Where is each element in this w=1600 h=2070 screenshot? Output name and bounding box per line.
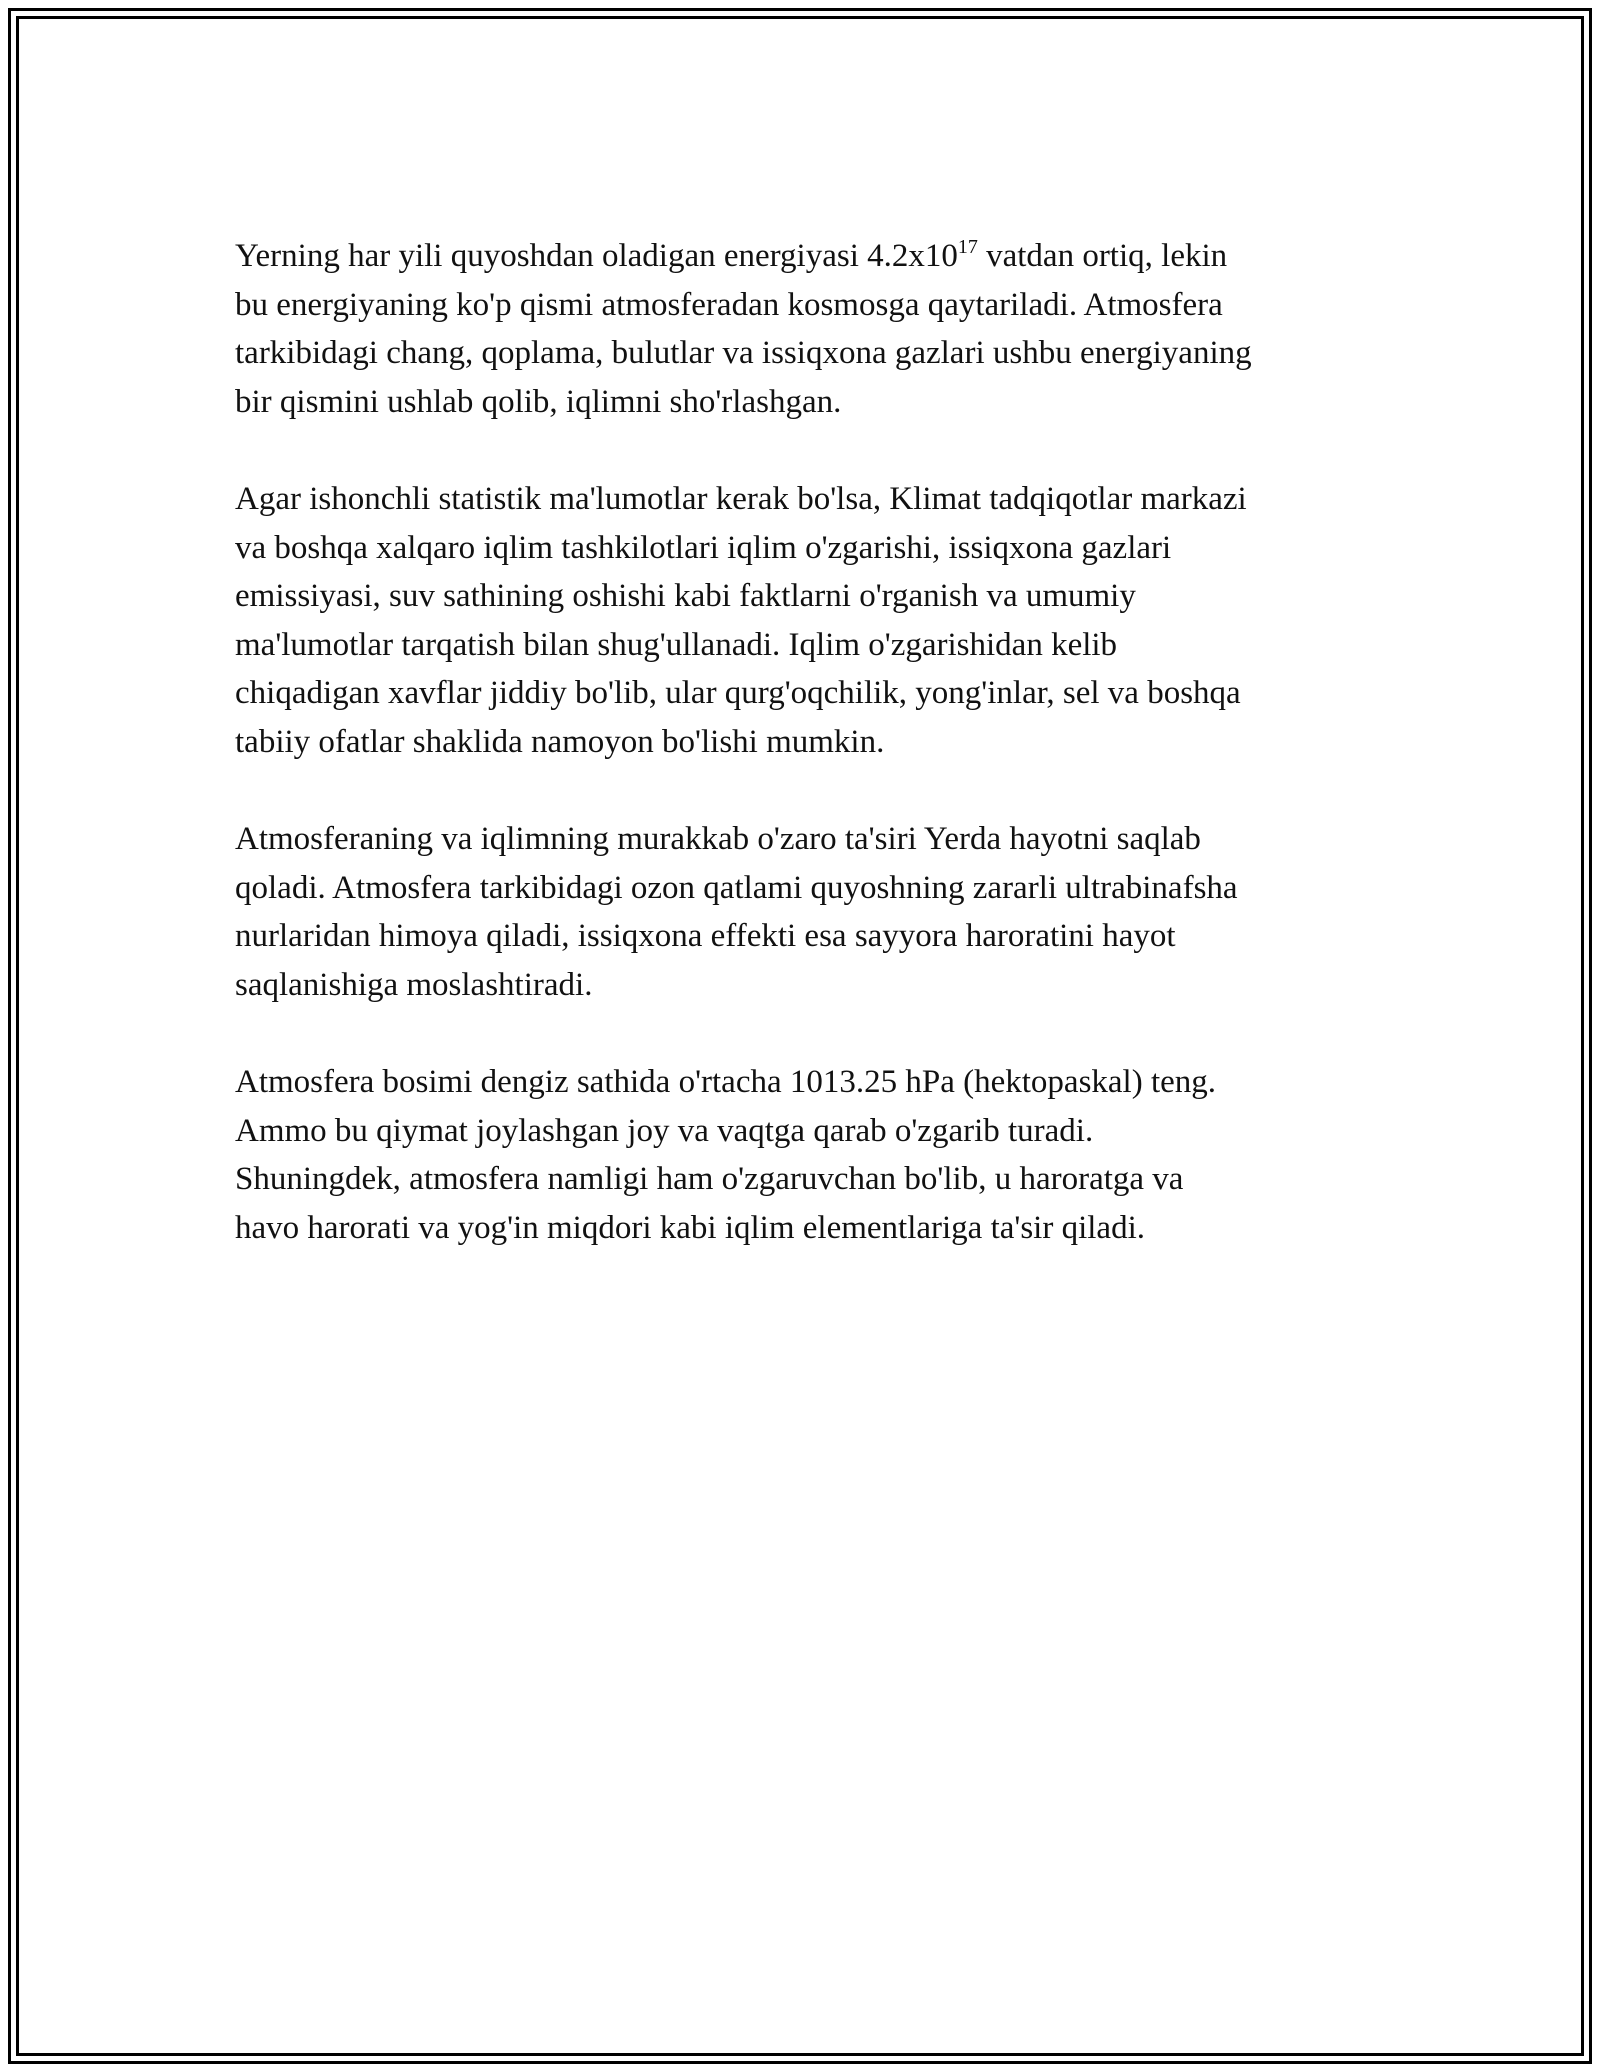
text-line [235,475,1375,524]
text-run: bir qismini ushlab qolib, iqlimni sho'rlashgan. [235,383,842,420]
text-line [235,329,1375,378]
text-run: Yerning har yili quyoshdan oladigan energiyasi 4.2x10 [235,238,958,274]
text-line [235,961,1375,1010]
text-run: Shuningdek, atmosfera namligi ham o'zgaruvchan bo'lib, u haroratga va [235,1161,1184,1197]
text-line [235,524,1375,573]
paragraph [235,815,1375,1009]
text-line [235,1155,1375,1204]
text-run: ma'lumotlar tarqatish bilan shug'ullanadi. Iqlim o'zgarishidan kelib [235,626,1118,663]
text-line [235,281,1375,330]
text-line [235,232,1375,281]
text-run: va boshqa xalqaro iqlim tashkilotlari iqlim o'zgarishi, issiqxona gazlari [235,529,1172,566]
text-run: tabiiy ofatlar shaklida namoyon bo'lishi mumkin. [235,723,885,760]
paragraph [235,1058,1375,1252]
text-run: bu energiyaning ko'p qismi atmosferadan kosmosga qaytariladi. Atmosfera [235,286,1223,323]
text-run: nurlaridan himoya qiladi, issiqxona effekti esa sayyora haroratini hayot [235,918,1176,954]
text-run: Atmosferaning va iqlimning murakkab o'zaro ta'siri Yerda hayotni saqlab [235,821,1201,857]
text-run: chiqadigan xavflar jiddiy bo'lib, ular qurg'oqchilik, yong'inlar, sel va boshqa [235,675,1241,711]
text-run: Agar ishonchli statistik ma'lumotlar kerak bo'lsa, Klimat tadqiqotlar markazi [235,481,1247,517]
text-run: Ammo bu qiymat joylashgan joy va vaqtga qarab o'zgarib turadi. [235,1112,1094,1149]
text-line [235,718,1375,767]
text-line [235,621,1375,670]
text-run: emissiyasi, suv sathining oshishi kabi faktlarni o'rganish va umumiy [235,578,1136,614]
text-line [235,912,1375,961]
text-line [235,378,1375,427]
text-line [235,669,1375,718]
text-line [235,1204,1375,1253]
paragraph [235,475,1375,766]
text-run: tarkibidagi chang, qoplama, bulutlar va issiqxona gazlari ushbu energiyaning [235,335,1252,371]
document-body [235,232,1375,1301]
text-run: vatdan ortiq, lekin [977,238,1228,274]
paragraph [235,232,1375,426]
text-run: Atmosfera bosimi dengiz sathida o'rtacha 1013.25 hPa (hektopaskal) teng. [235,1064,1217,1100]
text-run: havo harorati va yog'in miqdori kabi iqlim elementlariga ta'sir qiladi. [235,1209,1145,1246]
text-line [235,1107,1375,1156]
text-run: saqlanishiga moslashtiradi. [235,966,593,1003]
text-line [235,572,1375,621]
text-line [235,864,1375,913]
superscript-exponent: 17 [957,236,978,258]
text-line [235,815,1375,864]
text-run: qoladi. Atmosfera tarkibidagi ozon qatlami quyoshning zararli ultrabinafsha [235,869,1238,906]
text-line [235,1058,1375,1107]
